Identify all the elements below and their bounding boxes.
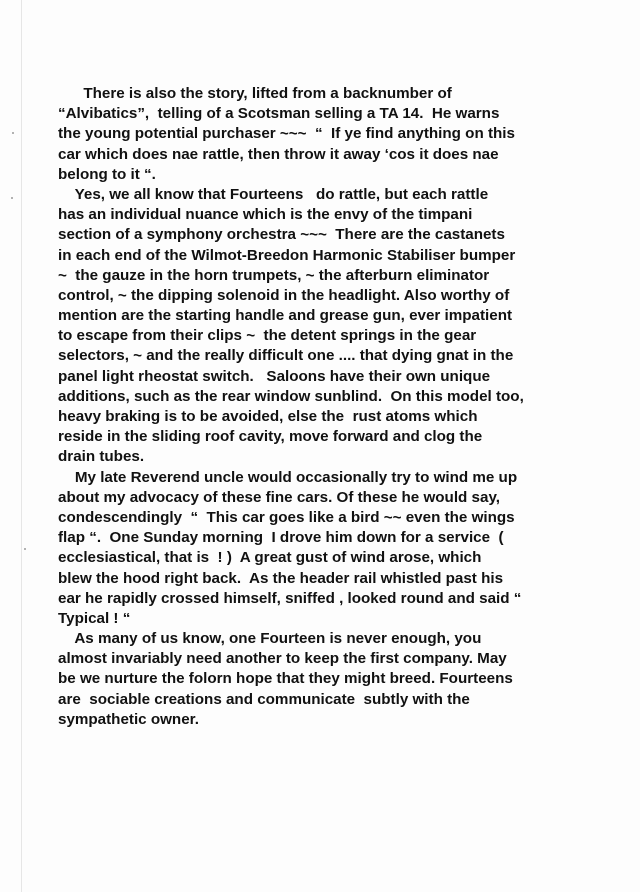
text-line: “Alvibatics”, telling of a Scotsman selling a TA 14. He warns: [58, 105, 500, 123]
text-line: about my advocacy of these fine cars. Of these he would say,: [58, 488, 500, 506]
text-line: ecclesiastical, that is ! ) A great gust of wind arose, which: [58, 549, 482, 567]
scan-speck: [12, 132, 14, 134]
text-line: Typical ! “: [58, 609, 131, 627]
text-line: selectors, ~ and the really difficult one .... that dying gnat in the: [58, 347, 514, 365]
scan-speck: [11, 197, 13, 199]
body-text: [58, 84, 598, 730]
text-line: As many of us know, one Fourteen is never enough, you: [58, 630, 482, 648]
text-line: mention are the starting handle and grease gun, ever impatient: [58, 307, 513, 325]
text-line: the young potential purchaser ~~~ “ If ye find anything on this: [58, 125, 515, 143]
text-line: section of a symphony orchestra ~~~ There are the castanets: [58, 226, 505, 244]
text-line: Yes, we all know that Fourteens do rattle, but each rattle: [58, 185, 489, 203]
text-line: additions, such as the rear window sunblind. On this model too,: [58, 387, 524, 405]
text-line: in each end of the Wilmot-Breedon Harmonic Stabiliser bumper: [58, 246, 516, 264]
text-line: heavy braking is to be avoided, else the rust atoms which: [58, 408, 478, 425]
text-line: panel light rheostat switch. Saloons have their own unique: [58, 367, 491, 385]
text-line: to escape from their clips ~ the detent springs in the gear: [58, 327, 477, 345]
text-line: almost invariably need another to keep the first company. May: [58, 650, 507, 668]
text-line: condescendingly “ This car goes like a bird ~~ even the wings: [58, 508, 515, 526]
text-line: has an individual nuance which is the envy of the timpani: [58, 206, 473, 224]
text-line: There is also the story, lifted from a backnumber of: [58, 85, 452, 102]
text-line: are sociable creations and communicate subtly with the: [58, 690, 470, 708]
text-line: flap “. One Sunday morning I drove him down for a service (: [58, 529, 504, 547]
text-line: drain tubes.: [58, 448, 145, 466]
text-line: car which does nae rattle, then throw it away ‘cos it does nae: [58, 145, 499, 163]
text-line: be we nurture the folorn hope that they might breed. Fourteens: [58, 670, 513, 688]
text-line: belong to it “.: [58, 165, 156, 183]
text-line: sympathetic owner.: [58, 710, 199, 728]
scan-edge-line: [21, 0, 22, 892]
text-line: ear he rapidly crossed himself, sniffed , looked round and said “: [58, 589, 522, 607]
text-line: My late Reverend uncle would occasionally try to wind me up: [58, 468, 518, 486]
text-line: control, ~ the dipping solenoid in the headlight. Also worthy of: [58, 286, 510, 304]
text-line: blew the hood right back. As the header rail whistled past his: [58, 569, 504, 587]
scan-speck: [24, 548, 26, 550]
text-line: ~ the gauze in the horn trumpets, ~ the afterburn eliminator: [58, 266, 490, 284]
text-line: reside in the sliding roof cavity, move forward and clog the: [58, 428, 483, 446]
